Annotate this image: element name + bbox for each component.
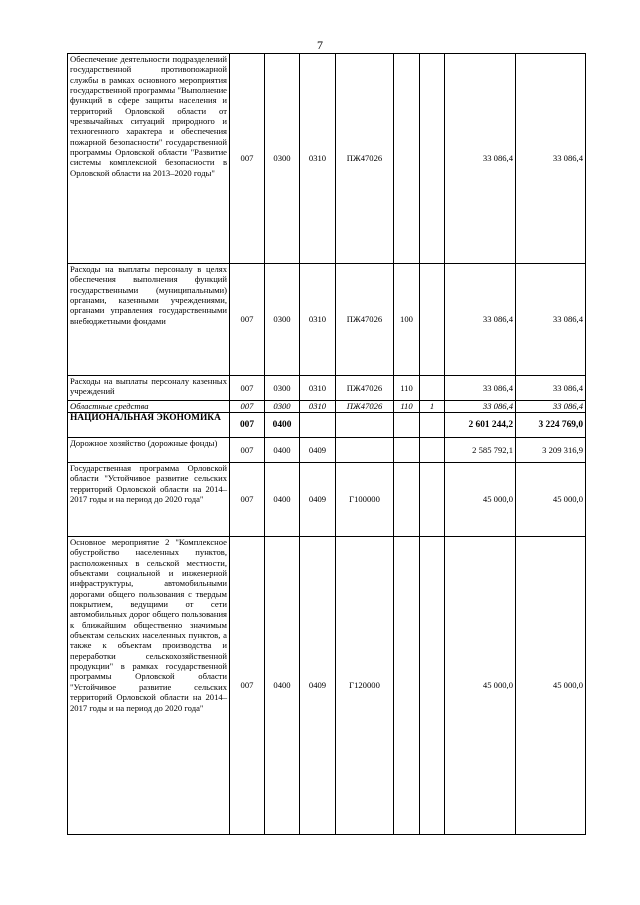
cell-sum-2: 33 086,4 xyxy=(516,54,586,264)
cell-gr: 007 xyxy=(230,376,265,401)
cell-gr: 007 xyxy=(230,264,265,376)
row-description: Областные средства xyxy=(68,401,230,413)
cell-csr: ПЖ47026 xyxy=(336,264,394,376)
cell-sum-1: 45 000,0 xyxy=(445,537,516,835)
cell-sum-1: 2 585 792,1 xyxy=(445,438,516,463)
cell-rz: 0400 xyxy=(265,413,300,438)
row-description: Государственная программа Орловской области "Устойчивое развитие сельских территорий Орловской области на 2014–2017 годы и на период до 2020 года" xyxy=(68,463,230,537)
cell-csr: Г120000 xyxy=(336,537,394,835)
cell-sum-2: 33 086,4 xyxy=(516,401,586,413)
cell-csr xyxy=(336,413,394,438)
cell-gr: 007 xyxy=(230,401,265,413)
budget-table xyxy=(67,53,586,835)
table-row xyxy=(68,413,586,438)
cell-rz: 0300 xyxy=(265,401,300,413)
cell-sum-2: 3 209 316,9 xyxy=(516,438,586,463)
cell-gr: 007 xyxy=(230,537,265,835)
table-row xyxy=(68,537,586,835)
row-description: НАЦИОНАЛЬНАЯ ЭКОНОМИКА xyxy=(68,413,230,438)
cell-rz: 0400 xyxy=(265,463,300,537)
cell-pr: 0409 xyxy=(300,537,336,835)
table-row xyxy=(68,376,586,401)
cell-sum-2: 45 000,0 xyxy=(516,537,586,835)
cell-pr: 0310 xyxy=(300,264,336,376)
cell-gr: 007 xyxy=(230,54,265,264)
cell-vr: 100 xyxy=(394,264,420,376)
cell-sum-1: 33 086,4 xyxy=(445,264,516,376)
cell-sum-1: 2 601 244,2 xyxy=(445,413,516,438)
table-row xyxy=(68,54,586,264)
cell-csr: ПЖ47026 xyxy=(336,376,394,401)
row-description: Дорожное хозяйство (дорожные фонды) xyxy=(68,438,230,463)
cell-csr: ПЖ47026 xyxy=(336,54,394,264)
cell-pr: 0310 xyxy=(300,376,336,401)
cell-sum-1: 33 086,4 xyxy=(445,376,516,401)
cell-rz: 0300 xyxy=(265,376,300,401)
cell-csr: Г100000 xyxy=(336,463,394,537)
cell-vr xyxy=(394,463,420,537)
cell-src xyxy=(420,413,445,438)
table-row xyxy=(68,438,586,463)
cell-gr: 007 xyxy=(230,438,265,463)
page-number: 7 xyxy=(317,38,323,52)
cell-rz: 0300 xyxy=(265,264,300,376)
cell-src: 1 xyxy=(420,401,445,413)
cell-src xyxy=(420,376,445,401)
cell-vr xyxy=(394,438,420,463)
cell-pr: 0409 xyxy=(300,438,336,463)
row-description: Расходы на выплаты персоналу казенных учреждений xyxy=(68,376,230,401)
cell-csr: ПЖ47026 xyxy=(336,401,394,413)
cell-sum-1: 33 086,4 xyxy=(445,54,516,264)
cell-sum-1: 33 086,4 xyxy=(445,401,516,413)
cell-rz: 0400 xyxy=(265,438,300,463)
row-description: Обеспечение деятельности подразделений государственной противопожарной службы в рамках основного мероприятия государственной программы "Выполнение функций в сфере защиты населения и территорий Орловской области от чрезвычайных ситуаций природного и техногенного характера и обеспечения пожарной безопасности" государственной программы Орловской области "Развитие системы комплексной безопасности в Орловской области на 2013–2020 годы" xyxy=(68,54,230,264)
cell-pr: 0409 xyxy=(300,463,336,537)
row-description: Основное мероприятие 2 "Комплексное обустройство населенных пунктов, расположенных в сельской местности, объектами социальной и инженерной инфраструктуры, автомобильными дорогами общего пользования с твердым покрытием, ведущими от сети автомобильных дорог общего пользования к ближайшим общественно значимым объектам сельских населенных пунктов, а также к объектам производства и переработки сельскохозяйственной продукции" в рамках государственной программы Орловской области "Устойчивое развитие сельских территорий Орловской области на 2014–2017 годы и на период до 2020 года" xyxy=(68,537,230,835)
cell-pr: 0310 xyxy=(300,401,336,413)
table-row xyxy=(68,463,586,537)
cell-src xyxy=(420,438,445,463)
cell-vr xyxy=(394,413,420,438)
cell-vr: 110 xyxy=(394,376,420,401)
cell-vr xyxy=(394,537,420,835)
cell-sum-2: 33 086,4 xyxy=(516,376,586,401)
table-row xyxy=(68,264,586,376)
cell-src xyxy=(420,264,445,376)
cell-gr: 007 xyxy=(230,463,265,537)
cell-csr xyxy=(336,438,394,463)
cell-pr: 0310 xyxy=(300,54,336,264)
row-description: Расходы на выплаты персоналу в целях обеспечения выполнения функций государственными (муниципальными) органами, казенными учреждениями, органами управления государственными внебюджетными фондами xyxy=(68,264,230,376)
cell-src xyxy=(420,54,445,264)
table-row xyxy=(68,401,586,413)
cell-sum-2: 33 086,4 xyxy=(516,264,586,376)
cell-sum-2: 45 000,0 xyxy=(516,463,586,537)
cell-vr xyxy=(394,54,420,264)
cell-sum-1: 45 000,0 xyxy=(445,463,516,537)
cell-src xyxy=(420,463,445,537)
cell-rz: 0300 xyxy=(265,54,300,264)
cell-pr xyxy=(300,413,336,438)
cell-rz: 0400 xyxy=(265,537,300,835)
cell-gr: 007 xyxy=(230,413,265,438)
cell-sum-2: 3 224 769,0 xyxy=(516,413,586,438)
cell-src xyxy=(420,537,445,835)
cell-vr: 110 xyxy=(394,401,420,413)
